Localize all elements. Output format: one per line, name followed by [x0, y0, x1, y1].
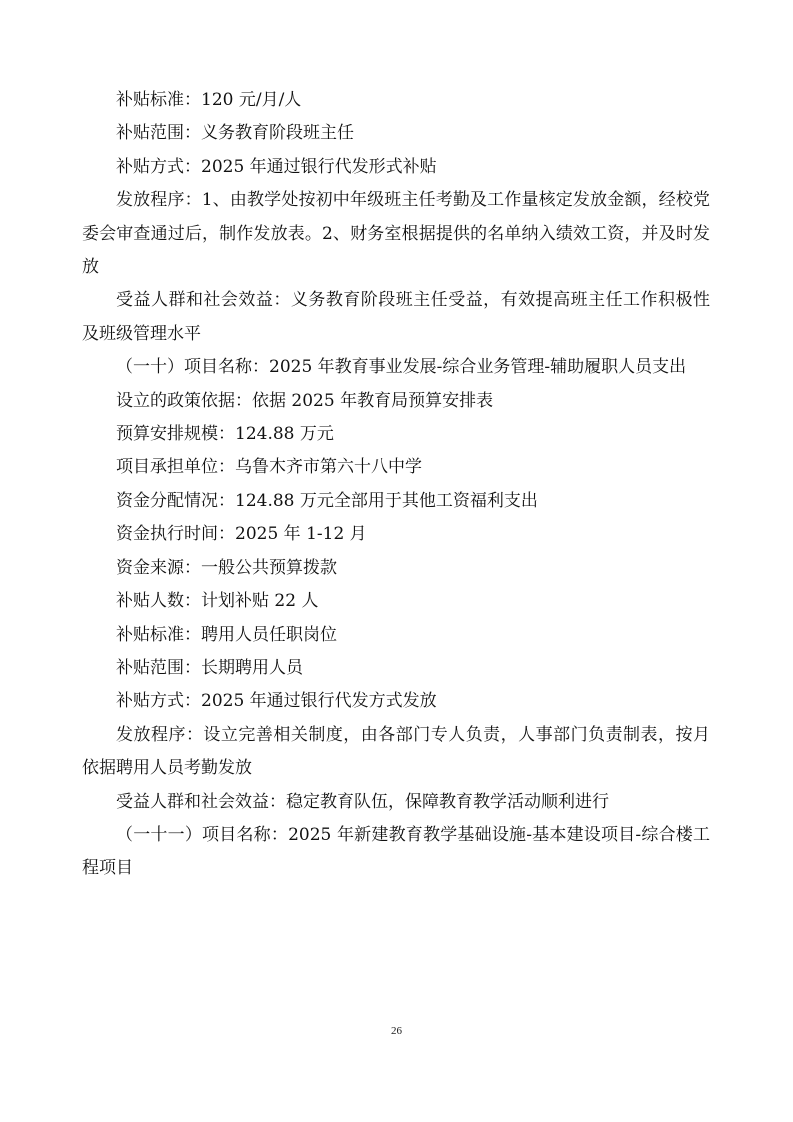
paragraph-subsidy-count: 补贴人数：计划补贴 22 人	[116, 591, 319, 612]
paragraph-responsible-unit: 项目承担单位：乌鲁木齐市第六十八中学	[116, 457, 422, 478]
paragraph-project-10-name: （一十）项目名称：2025 年教育事业发展-综合业务管理-辅助履职人员支出	[116, 357, 687, 378]
paragraph-execution-time: 资金执行时间：2025 年 1-12 月	[116, 524, 367, 545]
paragraph-beneficiaries-2: 受益人群和社会效益：稳定教育队伍，保障教育教学活动顺利进行	[116, 791, 609, 812]
paragraph-fund-allocation: 资金分配情况：124.88 万元全部用于其他工资福利支出	[116, 490, 538, 511]
paragraph-fund-source: 资金来源：一般公共预算拨款	[116, 557, 337, 578]
paragraph-subsidy-method: 补贴方式：2025 年通过银行代发形式补贴	[116, 156, 437, 177]
paragraph-subsidy-standard-2: 补贴标准：聘用人员任职岗位	[116, 624, 337, 645]
paragraph-subsidy-scope: 补贴范围：义务教育阶段班主任	[116, 123, 354, 144]
paragraph-project-11-name: （一十一）项目名称：2025 年新建教育教学基础设施-基本建设项目-综合楼工程项目	[82, 824, 710, 879]
paragraph-distribution-procedure-2: 发放程序：设立完善相关制度，由各部门专人负责，人事部门负责制表，按月依据聘用人员考勤发放	[82, 724, 710, 779]
paragraph-beneficiaries: 受益人群和社会效益：义务教育阶段班主任受益，有效提高班主任工作积极性及班级管理水平	[82, 290, 710, 344]
paragraph-subsidy-scope-2: 补贴范围：长期聘用人员	[116, 657, 303, 678]
paragraph-budget-scale: 预算安排规模：124.88 万元	[116, 424, 334, 445]
paragraph-policy-basis: 设立的政策依据：依据 2025 年教育局预算安排表	[116, 390, 494, 411]
paragraph-subsidy-method-2: 补贴方式：2025 年通过银行代发方式发放	[116, 691, 437, 712]
page-number: 26	[391, 1025, 402, 1037]
paragraph-distribution-procedure: 发放程序：1、由教学处按初中年级班主任考勤及工作量核定发放金额，经校党委会审查通过后，制作发放表。2、财务室根据提供的名单纳入绩效工资，并及时发放	[82, 190, 710, 278]
paragraph-subsidy-standard: 补贴标准：120 元/月/人	[116, 90, 302, 110]
body-text	[82, 84, 710, 886]
